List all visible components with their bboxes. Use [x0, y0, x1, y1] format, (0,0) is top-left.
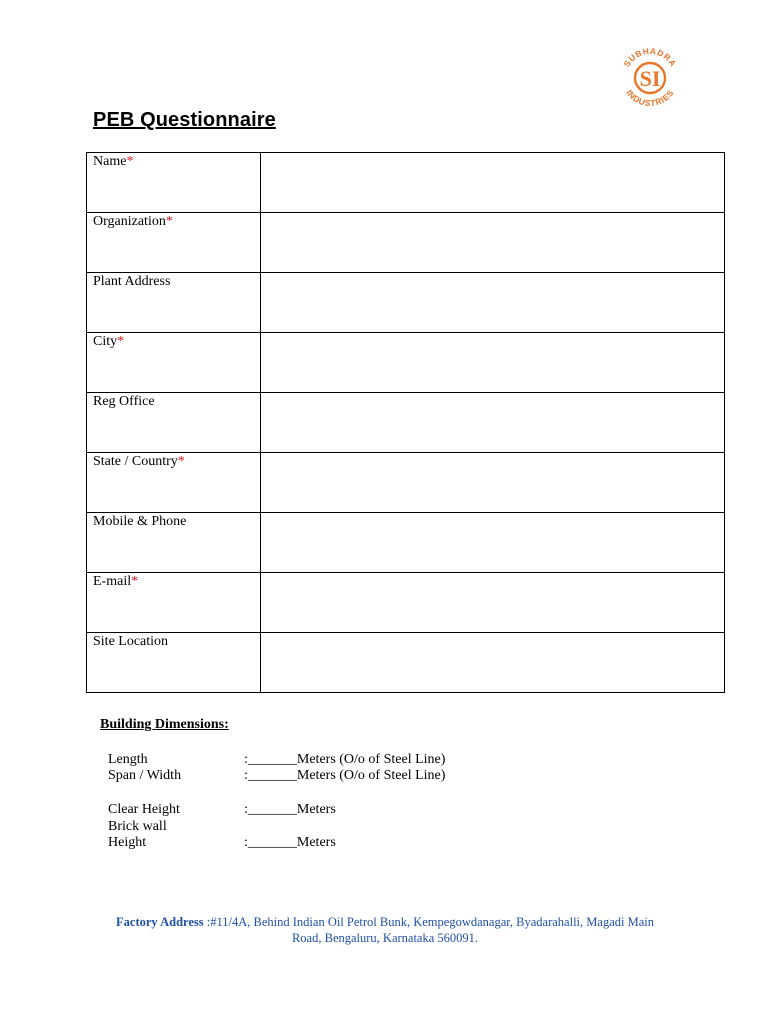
form-field-label	[87, 153, 261, 213]
dimension-label: Span / Width	[108, 768, 182, 783]
logo-graphic	[616, 44, 684, 112]
svg-text:INDUSTRIES: INDUSTRIES	[624, 87, 676, 109]
svg-text:SUBHADRA: SUBHADRA	[621, 45, 679, 69]
form-row	[87, 513, 725, 573]
dimension-label: Clear Height	[108, 802, 180, 817]
form-field-input-area[interactable]	[261, 393, 725, 453]
field-label-text: Site Location	[93, 634, 169, 649]
dimension-label: Length	[108, 752, 148, 767]
form-row	[87, 273, 725, 333]
field-label-text: Reg Office	[93, 394, 155, 409]
form-field-input-area[interactable]	[261, 573, 725, 633]
required-asterisk: *	[177, 454, 185, 469]
questionnaire-form-table	[86, 152, 725, 693]
form-row	[87, 333, 725, 393]
field-label-text: E-mail	[93, 574, 132, 589]
form-field-input-area[interactable]	[261, 513, 725, 573]
form-row	[87, 153, 725, 213]
dimension-label: Height	[108, 835, 147, 850]
form-field-label	[87, 213, 261, 273]
building-dimensions-heading: Building Dimensions:	[100, 717, 229, 732]
field-label-text: Plant Address	[93, 274, 171, 289]
form-field-label	[87, 513, 261, 573]
dimension-value: :_______Meters	[244, 835, 336, 850]
form-row	[87, 453, 725, 513]
form-field-input-area[interactable]	[261, 453, 725, 513]
required-asterisk: *	[165, 214, 173, 229]
form-field-label	[87, 453, 261, 513]
form-field-label	[87, 633, 261, 693]
required-asterisk: *	[117, 334, 125, 349]
form-row	[87, 213, 725, 273]
factory-address-line2: Road, Bengaluru, Karnataka 560091.	[291, 931, 479, 945]
form-field-label	[87, 333, 261, 393]
required-asterisk: *	[131, 574, 139, 589]
factory-address-footer	[80, 914, 690, 946]
dimension-value: :_______Meters	[244, 802, 336, 817]
form-field-input-area[interactable]	[261, 213, 725, 273]
dimension-label: Brick wall	[108, 819, 167, 834]
field-label-text: Mobile & Phone	[93, 514, 187, 529]
factory-address-label: Factory Address	[116, 915, 204, 929]
subhadra-industries-logo	[616, 44, 684, 112]
form-row	[87, 633, 725, 693]
factory-address-line1: :#11/4A, Behind Indian Oil Petrol Bunk, Kempegowdanagar, Byadarahalli, Magadi Main	[203, 915, 654, 929]
form-field-input-area[interactable]	[261, 333, 725, 393]
form-row	[87, 573, 725, 633]
field-label-text: City	[93, 334, 118, 349]
form-field-input-area[interactable]	[261, 273, 725, 333]
required-asterisk: *	[126, 154, 134, 169]
svg-text:SI: SI	[639, 66, 661, 91]
page-title: PEB Questionnaire	[93, 109, 276, 131]
field-label-text: State / Country	[93, 454, 178, 469]
form-field-input-area[interactable]	[261, 633, 725, 693]
form-field-label	[87, 273, 261, 333]
form-field-label	[87, 393, 261, 453]
form-row	[87, 393, 725, 453]
field-label-text: Name	[93, 154, 127, 169]
form-field-label	[87, 573, 261, 633]
form-field-input-area[interactable]	[261, 153, 725, 213]
field-label-text: Organization	[93, 214, 166, 229]
dimension-value: :_______Meters (O/o of Steel Line)	[244, 752, 446, 767]
dimension-value: :_______Meters (O/o of Steel Line)	[244, 768, 446, 783]
